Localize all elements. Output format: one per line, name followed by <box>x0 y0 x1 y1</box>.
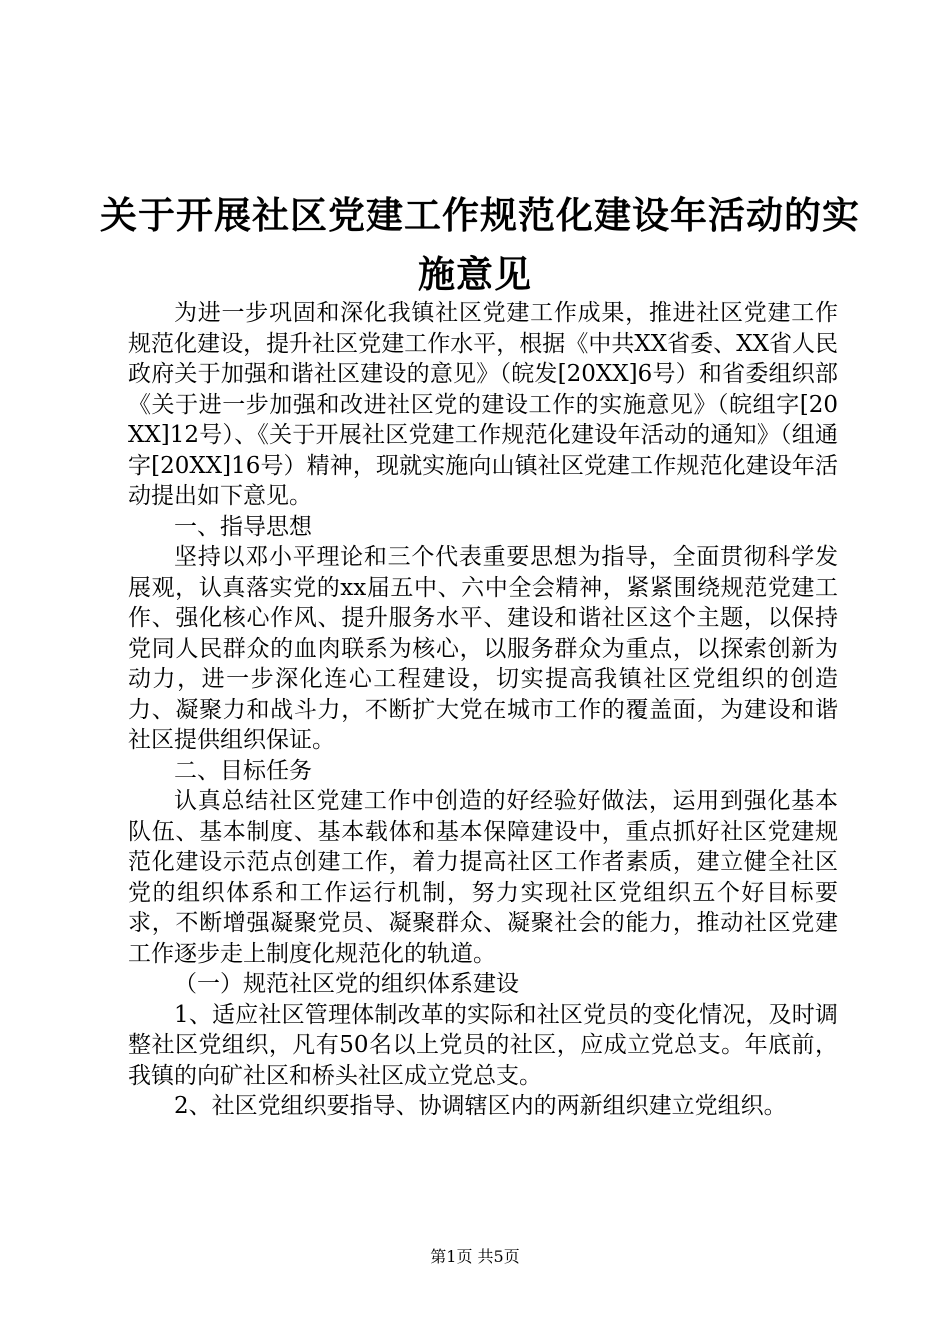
paragraph-guiding-ideology: 坚持以邓小平理论和三个代表重要思想为指导，全面贯彻科学发展观，认真落实党的xx届五中、六中全会精神，紧紧围绕规范党建工作、强化核心作风、提升服务水平、建设和谐社区这个主题，以保持党同人民群众的血肉联系为核心，以服务群众为重点，以探索创新为动力，进一步深化连心工程建设，切实提高我镇社区党组织的创造力、凝聚力和战斗力，不断扩大党在城市工作的覆盖面，为建设和谐社区提供组织保证。 <box>128 544 838 753</box>
document-title-line-1: 关于开展社区党建工作规范化建设年活动的实 <box>100 193 860 237</box>
list-item-2: 2、社区党组织要指导、协调辖区内的两新组织建立党组织。 <box>174 1093 787 1119</box>
section-heading-goals-tasks: 二、目标任务 <box>174 757 312 784</box>
paragraph-goals-tasks: 认真总结社区党建工作中创造的好经验好做法，运用到强化基本队伍、基本制度、基本载体和基本保障建设中，重点抓好社区党建规范化建设示范点创建工作，着力提高社区工作者素质，建立健全社区党的组织体系和工作运行机制，努力实现社区党组织五个好目标要求，不断增强凝聚党员、凝聚群众、凝聚社会的能力，推动社区党建工作逐步走上制度化规范化的轨道。 <box>128 788 838 967</box>
subsection-heading-organization-system: （一）规范社区党的组织体系建设 <box>174 971 519 997</box>
page-footer: 第1页 共5页 <box>430 1247 520 1266</box>
paragraph-intro: 为进一步巩固和深化我镇社区党建工作成果，推进社区党建工作规范化建设，提升社区党建工作水平，根据《中共XX省委、XX省人民政府关于加强和谐社区建设的意见》（皖发[20XX]6号）和省委组织部《关于进一步加强和改进社区党的建设工作的实施意见》（皖组字[20XX]12号）、《关于开展社区党建工作规范化建设年活动的通知》（组通字[20XX]16号）精神，现就实施向山镇社区党建工作规范化建设年活动提出如下意见。 <box>128 300 838 509</box>
list-item-1: 1、适应社区管理体制改革的实际和社区党员的变化情况，及时调整社区党组织，凡有50名以上党员的社区，应成立党总支。年底前，我镇的向矿社区和桥头社区成立党总支。 <box>128 1001 838 1089</box>
document-title-line-2: 施意见 <box>418 252 532 296</box>
section-heading-guiding-ideology: 一、指导思想 <box>174 513 312 540</box>
document-body <box>128 298 838 1122</box>
